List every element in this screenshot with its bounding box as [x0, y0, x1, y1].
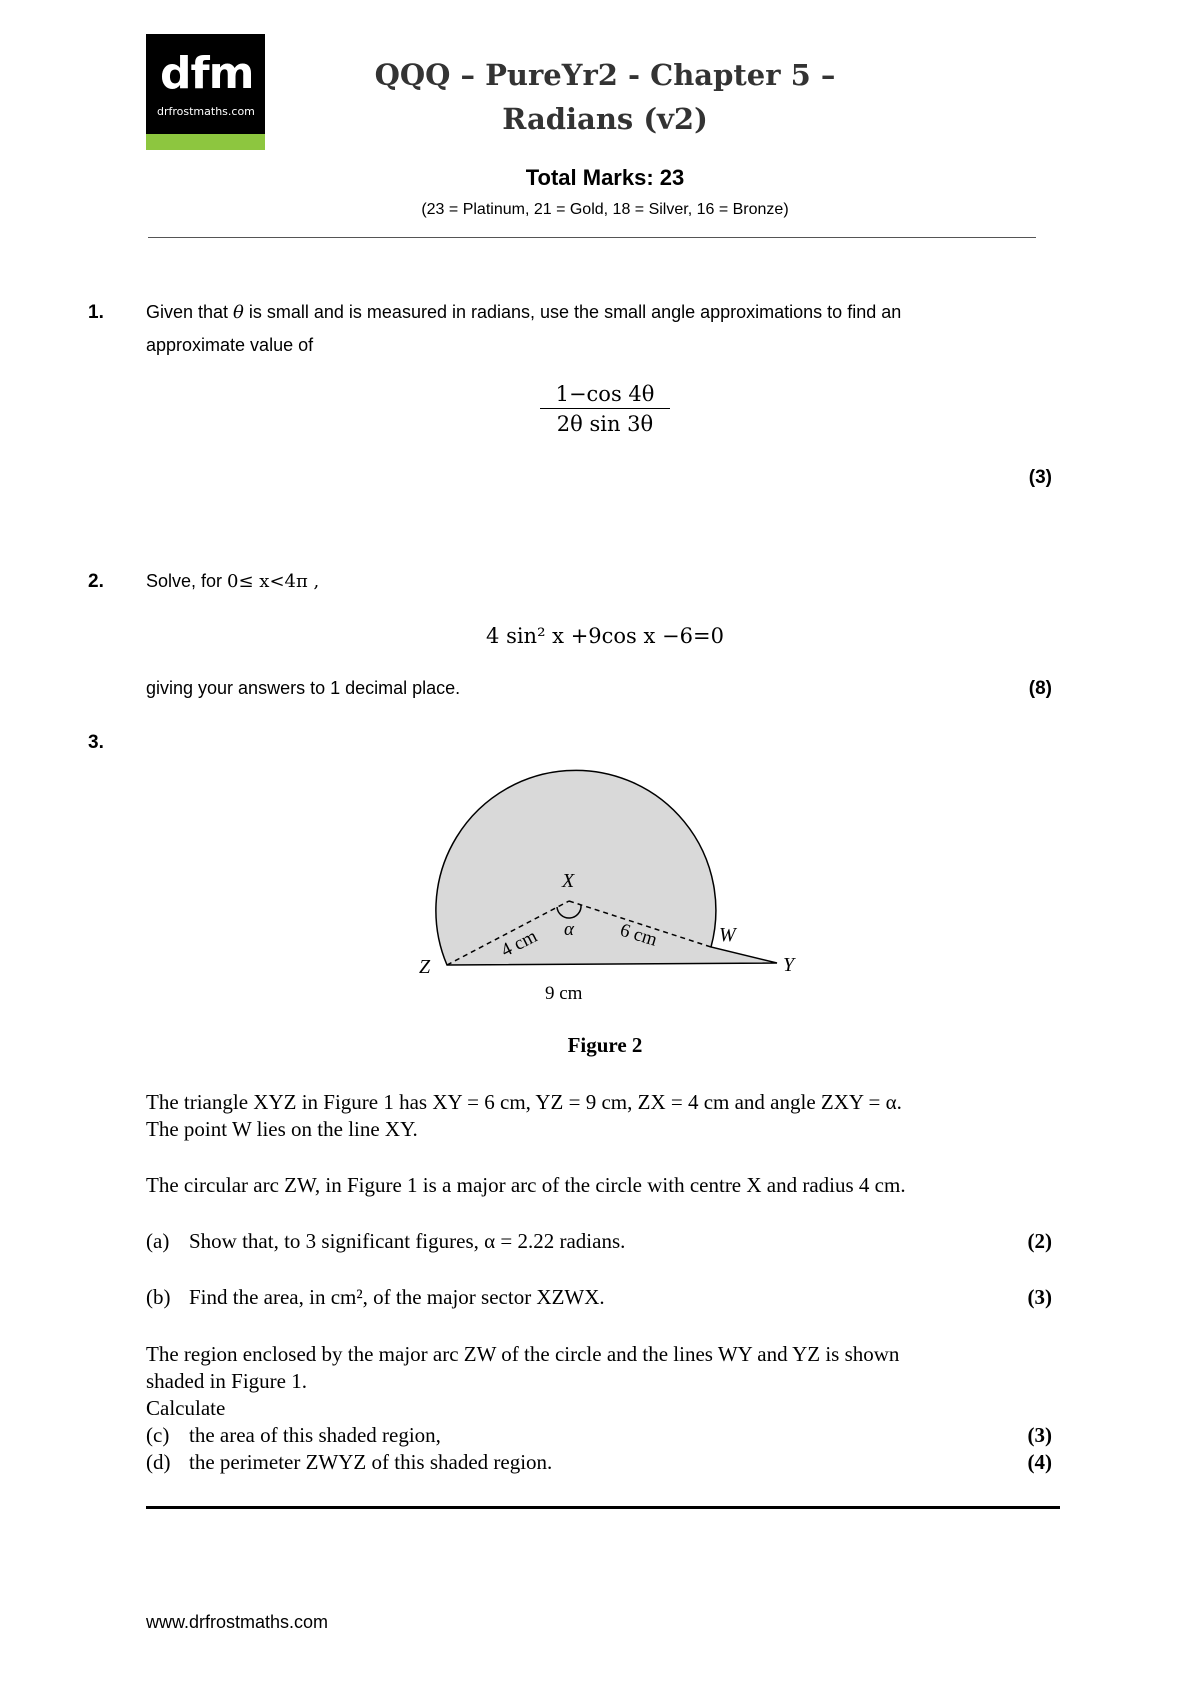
footer-divider	[146, 1506, 1060, 1509]
question-3-line2: The point W lies on the line XY.	[146, 1117, 418, 1141]
question-2-follow: giving your answers to 1 decimal place.	[146, 678, 461, 698]
question-2-equation: 4 sin² x +9cos x −6=0	[486, 624, 724, 648]
region-line1: The region enclosed by the major arc ZW of the circle and the lines WY and YZ is shown	[146, 1342, 900, 1366]
part-c-text: the area of this shaded region,	[189, 1423, 441, 1447]
question-2-text: Solve, for 0≤ x<4π ,	[146, 571, 320, 592]
fraction-numerator: 1−cos 4θ	[540, 382, 670, 409]
label-y: Y	[783, 954, 795, 976]
part-c-label: (c)	[146, 1423, 170, 1447]
dfm-logo	[146, 34, 265, 150]
question-1-text: Given that θ is small and is measured in radians, use the small angle approximations to find an	[146, 302, 902, 323]
question-2-marks: (8)	[1028, 678, 1052, 699]
calculate-label: Calculate	[146, 1396, 226, 1420]
question-1-number: 1.	[88, 302, 104, 323]
label-xy-length: 6 cm	[617, 919, 660, 951]
label-zy-length: 9 cm	[545, 983, 583, 1004]
part-b-label: (b)	[146, 1285, 171, 1309]
question-1-marks: (3)	[1028, 467, 1052, 488]
header-divider	[148, 237, 1036, 238]
part-d-label: (d)	[146, 1450, 171, 1474]
page-title-line2: Radians (v2)	[502, 102, 708, 136]
page-title-line1: QQQ – PureYr2 - Chapter 5 –	[374, 58, 836, 92]
question-3-line1: The triangle XYZ in Figure 1 has XY = 6 cm, YZ = 9 cm, ZX = 4 cm and angle ZXY = α.	[146, 1090, 902, 1114]
part-b-text: Find the area, in cm², of the major sector XZWX.	[189, 1285, 605, 1309]
label-zx-length: 4 cm	[497, 925, 541, 962]
region-line2: shaded in Figure 1.	[146, 1369, 307, 1393]
figure-caption: Figure 2	[567, 1033, 643, 1057]
label-x: X	[562, 870, 575, 892]
question-3-line3: The circular arc ZW, in Figure 1 is a major arc of the circle with centre X and radius 4 cm.	[146, 1173, 906, 1197]
total-marks: Total Marks: 23	[525, 165, 685, 190]
part-a-text: Show that, to 3 significant figures, α = 2.22 radians.	[189, 1229, 626, 1253]
fraction-denominator: 2θ sin 3θ	[556, 412, 654, 436]
part-a-label: (a)	[146, 1229, 170, 1253]
logo-green-bar	[146, 134, 265, 150]
logo-wordmark: dfm	[160, 48, 254, 99]
medal-bands: (23 = Platinum, 21 = Gold, 18 = Silver, 16 = Bronze)	[421, 201, 789, 218]
footer-url: www.drfrostmaths.com	[146, 1612, 329, 1632]
question-3-number: 3.	[88, 732, 104, 753]
part-d-text: the perimeter ZWYZ of this shaded region.	[189, 1450, 553, 1474]
figure-sector-diagram	[405, 755, 825, 1015]
part-d-marks: (4)	[1027, 1450, 1052, 1474]
logo-url: drfrostmaths.com	[157, 105, 255, 118]
question-1-fraction	[540, 382, 670, 436]
label-alpha: α	[564, 919, 574, 940]
label-w: W	[719, 924, 736, 946]
label-z: Z	[419, 956, 431, 978]
part-b-marks: (3)	[1027, 1285, 1052, 1309]
question-2-number: 2.	[88, 571, 104, 592]
question-1-text-line2: approximate value of	[146, 335, 314, 355]
part-c-marks: (3)	[1027, 1423, 1052, 1447]
part-a-marks: (2)	[1027, 1229, 1052, 1253]
